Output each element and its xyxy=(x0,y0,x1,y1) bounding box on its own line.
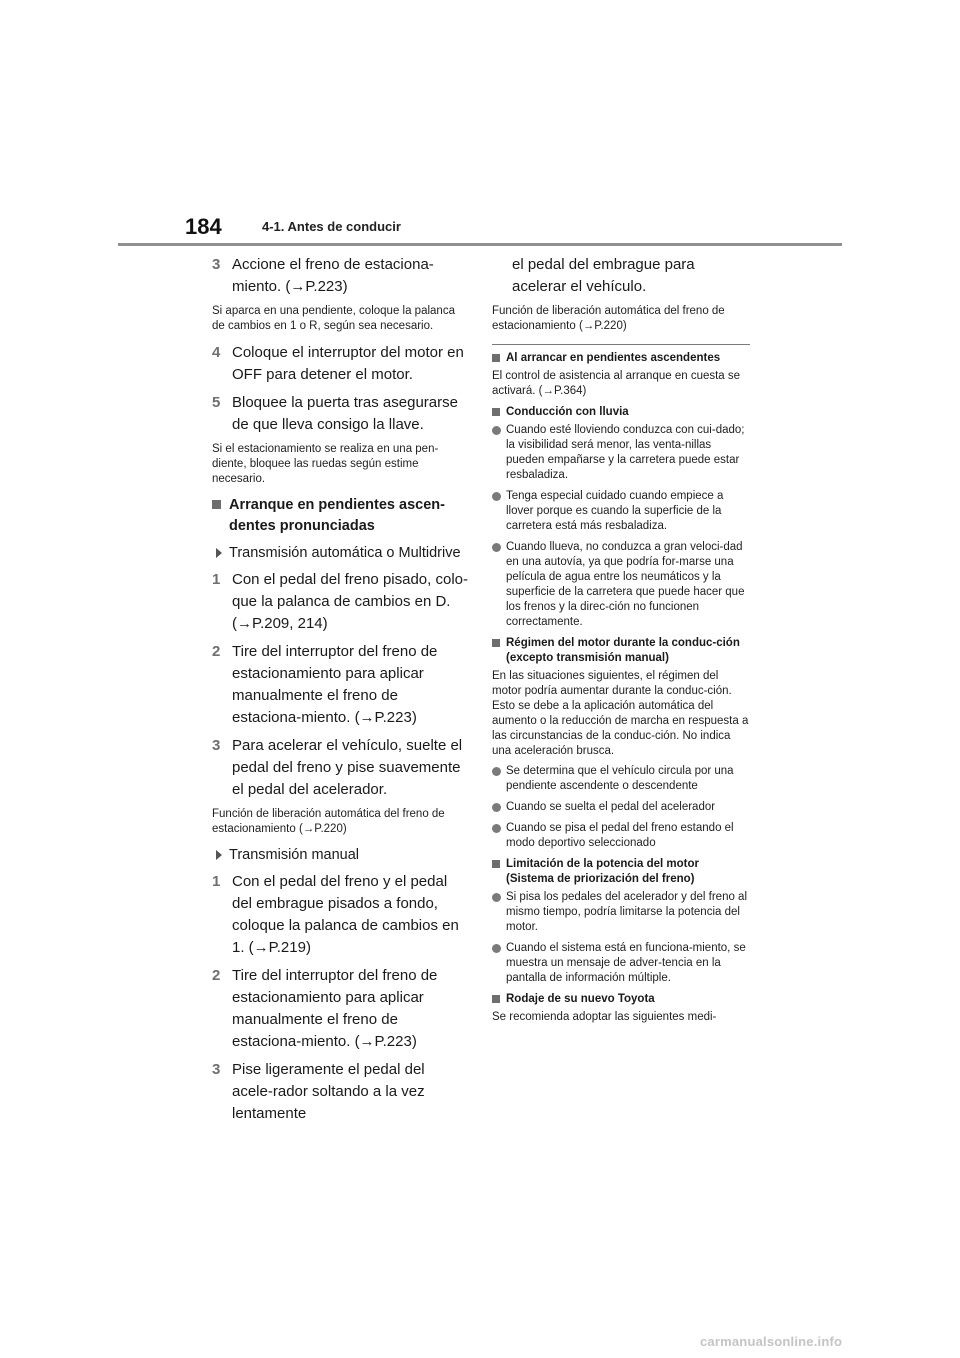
list-item xyxy=(492,821,750,851)
manual-step-3-continued: el pedal del embrague para acelerar el vehículo. xyxy=(512,256,695,295)
heading-text: Arranque en pendientes ascen-dentes pronunciadas xyxy=(229,497,445,534)
step-text: Tire del interruptor del freno de estacionamiento para aplicar manualmente el freno de estaciona-miento. (→P.223) xyxy=(232,643,438,726)
heading-engine-speed xyxy=(492,636,750,666)
heading-power-limit xyxy=(492,857,750,887)
heading-rain-driving xyxy=(492,405,750,420)
manual-step-1 xyxy=(212,871,468,959)
circle-bullet-icon xyxy=(492,543,501,552)
triangle-right-icon xyxy=(216,548,222,558)
label-manual-transmission xyxy=(212,845,468,865)
heading-text: Conducción con lluvia xyxy=(506,406,629,418)
step-text: Tire del interruptor del freno de estacionamiento para aplicar manualmente el freno de estaciona-miento. (→P.223) xyxy=(232,967,438,1050)
square-bullet-icon xyxy=(212,500,221,509)
step-4-engine-off xyxy=(212,342,468,386)
heading-text: Régimen del motor durante la conduc-ción (excepto transmisión manual) xyxy=(506,637,740,664)
circle-bullet-icon xyxy=(492,944,501,953)
step-number: 1 xyxy=(212,571,221,588)
step-text: Para acelerar el vehículo, suelte el pedal del freno y pise suavemente el pedal del acelerador. xyxy=(232,737,463,798)
list-item xyxy=(492,941,750,986)
square-bullet-icon xyxy=(492,408,500,416)
heading-text: Limitación de la potencia del motor (Sistema de priorización del freno) xyxy=(506,858,699,885)
step-number: 3 xyxy=(212,256,221,273)
square-bullet-icon xyxy=(492,639,500,647)
bullet-text: Tenga especial cuidado cuando empiece a llover porque es cuando la superficie de la carretera está más resbaladiza. xyxy=(506,490,724,532)
circle-bullet-icon xyxy=(492,803,501,812)
section-title: 4-1. Antes de conducir xyxy=(262,219,401,234)
note-auto-release-right: Función de liberación automática del freno de estacionamiento (→P.220) xyxy=(492,305,725,332)
triangle-right-icon xyxy=(216,850,222,860)
section-divider xyxy=(492,344,750,345)
step-text: Con el pedal del freno y el pedal del embrague pisados a fondo, coloque la palanca de cambios en 1. (→P.219) xyxy=(232,873,459,956)
step-text: Bloquee la puerta tras asegurarse de que lleva consigo la llave. xyxy=(232,394,458,433)
note-slope-gear: Si aparca en una pendiente, coloque la palanca de cambios en 1 o R, según sea necesario. xyxy=(212,305,455,332)
square-bullet-icon xyxy=(492,995,500,1003)
bullet-text: Cuando llueva, no conduzca a gran veloci-dad en una autovía, ya que podría for-marse una película de agua entre los neumáticos y la superficie de la carretera que puede hacer que los frenos y la direc-ción no funcionen correctamente. xyxy=(506,541,745,628)
note-block-wheels: Si el estacionamiento se realiza en una pen-diente, bloquee las ruedas según estime necesario. xyxy=(212,443,439,485)
list-item xyxy=(492,540,750,630)
bullet-text: Cuando esté lloviendo conduzca con cui-dado; la visibilidad será menor, las venta-nillas pueden empañarse y la carretera puede estar resbaladiza. xyxy=(506,424,745,481)
square-bullet-icon xyxy=(492,354,500,362)
heading-break-in xyxy=(492,992,750,1007)
bullet-text: Se determina que el vehículo circula por una pendiente ascendente o descendente xyxy=(506,765,734,792)
auto-step-1 xyxy=(212,569,468,635)
note-auto-release: Función de liberación automática del freno de estacionamiento (→P.220) xyxy=(212,808,445,835)
list-item xyxy=(492,489,750,534)
step-number: 2 xyxy=(212,643,221,660)
right-column xyxy=(492,254,750,1030)
circle-bullet-icon xyxy=(492,426,501,435)
step-text: Coloque el interruptor del motor en OFF para detener el motor. xyxy=(232,344,464,383)
step-text: Pise ligeramente el pedal del acele-rador soltando a la vez lentamente xyxy=(232,1061,425,1122)
circle-bullet-icon xyxy=(492,824,501,833)
step-number: 3 xyxy=(212,1061,221,1078)
bullet-text: Si pisa los pedales del acelerador y del freno al mismo tiempo, podría limitarse la potencia del motor. xyxy=(506,891,748,933)
circle-bullet-icon xyxy=(492,492,501,501)
step-number: 5 xyxy=(212,394,221,411)
bullet-text: Cuando el sistema está en funciona-miento, se muestra un mensaje de adver-tencia en la pantalla de información múltiple. xyxy=(506,942,746,984)
bullet-text: Cuando se pisa el pedal del freno estando el modo deportivo seleccionado xyxy=(506,822,734,849)
list-item xyxy=(492,764,750,794)
text-engine-speed: En las situaciones siguientes, el régimen del motor podría aumentar durante la conduc-ción. Esto se debe a la aplicación automática del aumento o la reducción de marcha en respuesta a las circunstancias de la conduc-ción. No indica una aceleración brusca. xyxy=(492,670,749,757)
heading-text: Rodaje de su nuevo Toyota xyxy=(506,993,655,1005)
list-item xyxy=(492,423,750,483)
square-bullet-icon xyxy=(492,860,500,868)
step-3-park-brake xyxy=(212,254,468,298)
circle-bullet-icon xyxy=(492,893,501,902)
page-number: 184 xyxy=(185,214,222,239)
bullet-text: Cuando se suelta el pedal del acelerador xyxy=(506,801,716,813)
list-item xyxy=(492,800,750,815)
label-automatic-transmission xyxy=(212,543,468,563)
auto-step-2 xyxy=(212,641,468,729)
step-text: Con el pedal del freno pisado, colo-que la palanca de cambios en D. (→P.209, 214) xyxy=(232,571,468,632)
header-divider xyxy=(118,243,842,246)
auto-step-3 xyxy=(212,735,468,801)
text-break-in: Se recomienda adoptar las siguientes medi- xyxy=(492,1011,717,1023)
step-text: Accione el freno de estaciona-miento. (→P.223) xyxy=(232,256,434,295)
list-item xyxy=(492,890,750,935)
text-hill-assist: El control de asistencia al arranque en cuesta se activará. (→P.364) xyxy=(492,370,741,397)
watermark-logo: carmanualsonline.info xyxy=(700,1334,843,1349)
heading-steep-start xyxy=(212,495,468,537)
heading-uphill-start xyxy=(492,351,750,366)
step-number: 1 xyxy=(212,873,221,890)
page-header xyxy=(0,0,960,250)
heading-text: Al arrancar en pendientes ascendentes xyxy=(506,352,721,364)
label-text: Transmisión manual xyxy=(229,847,360,863)
step-5-lock-door xyxy=(212,392,468,436)
manual-step-3 xyxy=(212,1059,468,1125)
label-text: Transmisión automática o Multidrive xyxy=(229,545,461,561)
step-number: 3 xyxy=(212,737,221,754)
step-number: 4 xyxy=(212,344,221,361)
circle-bullet-icon xyxy=(492,767,501,776)
manual-step-2 xyxy=(212,965,468,1053)
left-column xyxy=(212,254,468,1131)
step-number: 2 xyxy=(212,967,221,984)
